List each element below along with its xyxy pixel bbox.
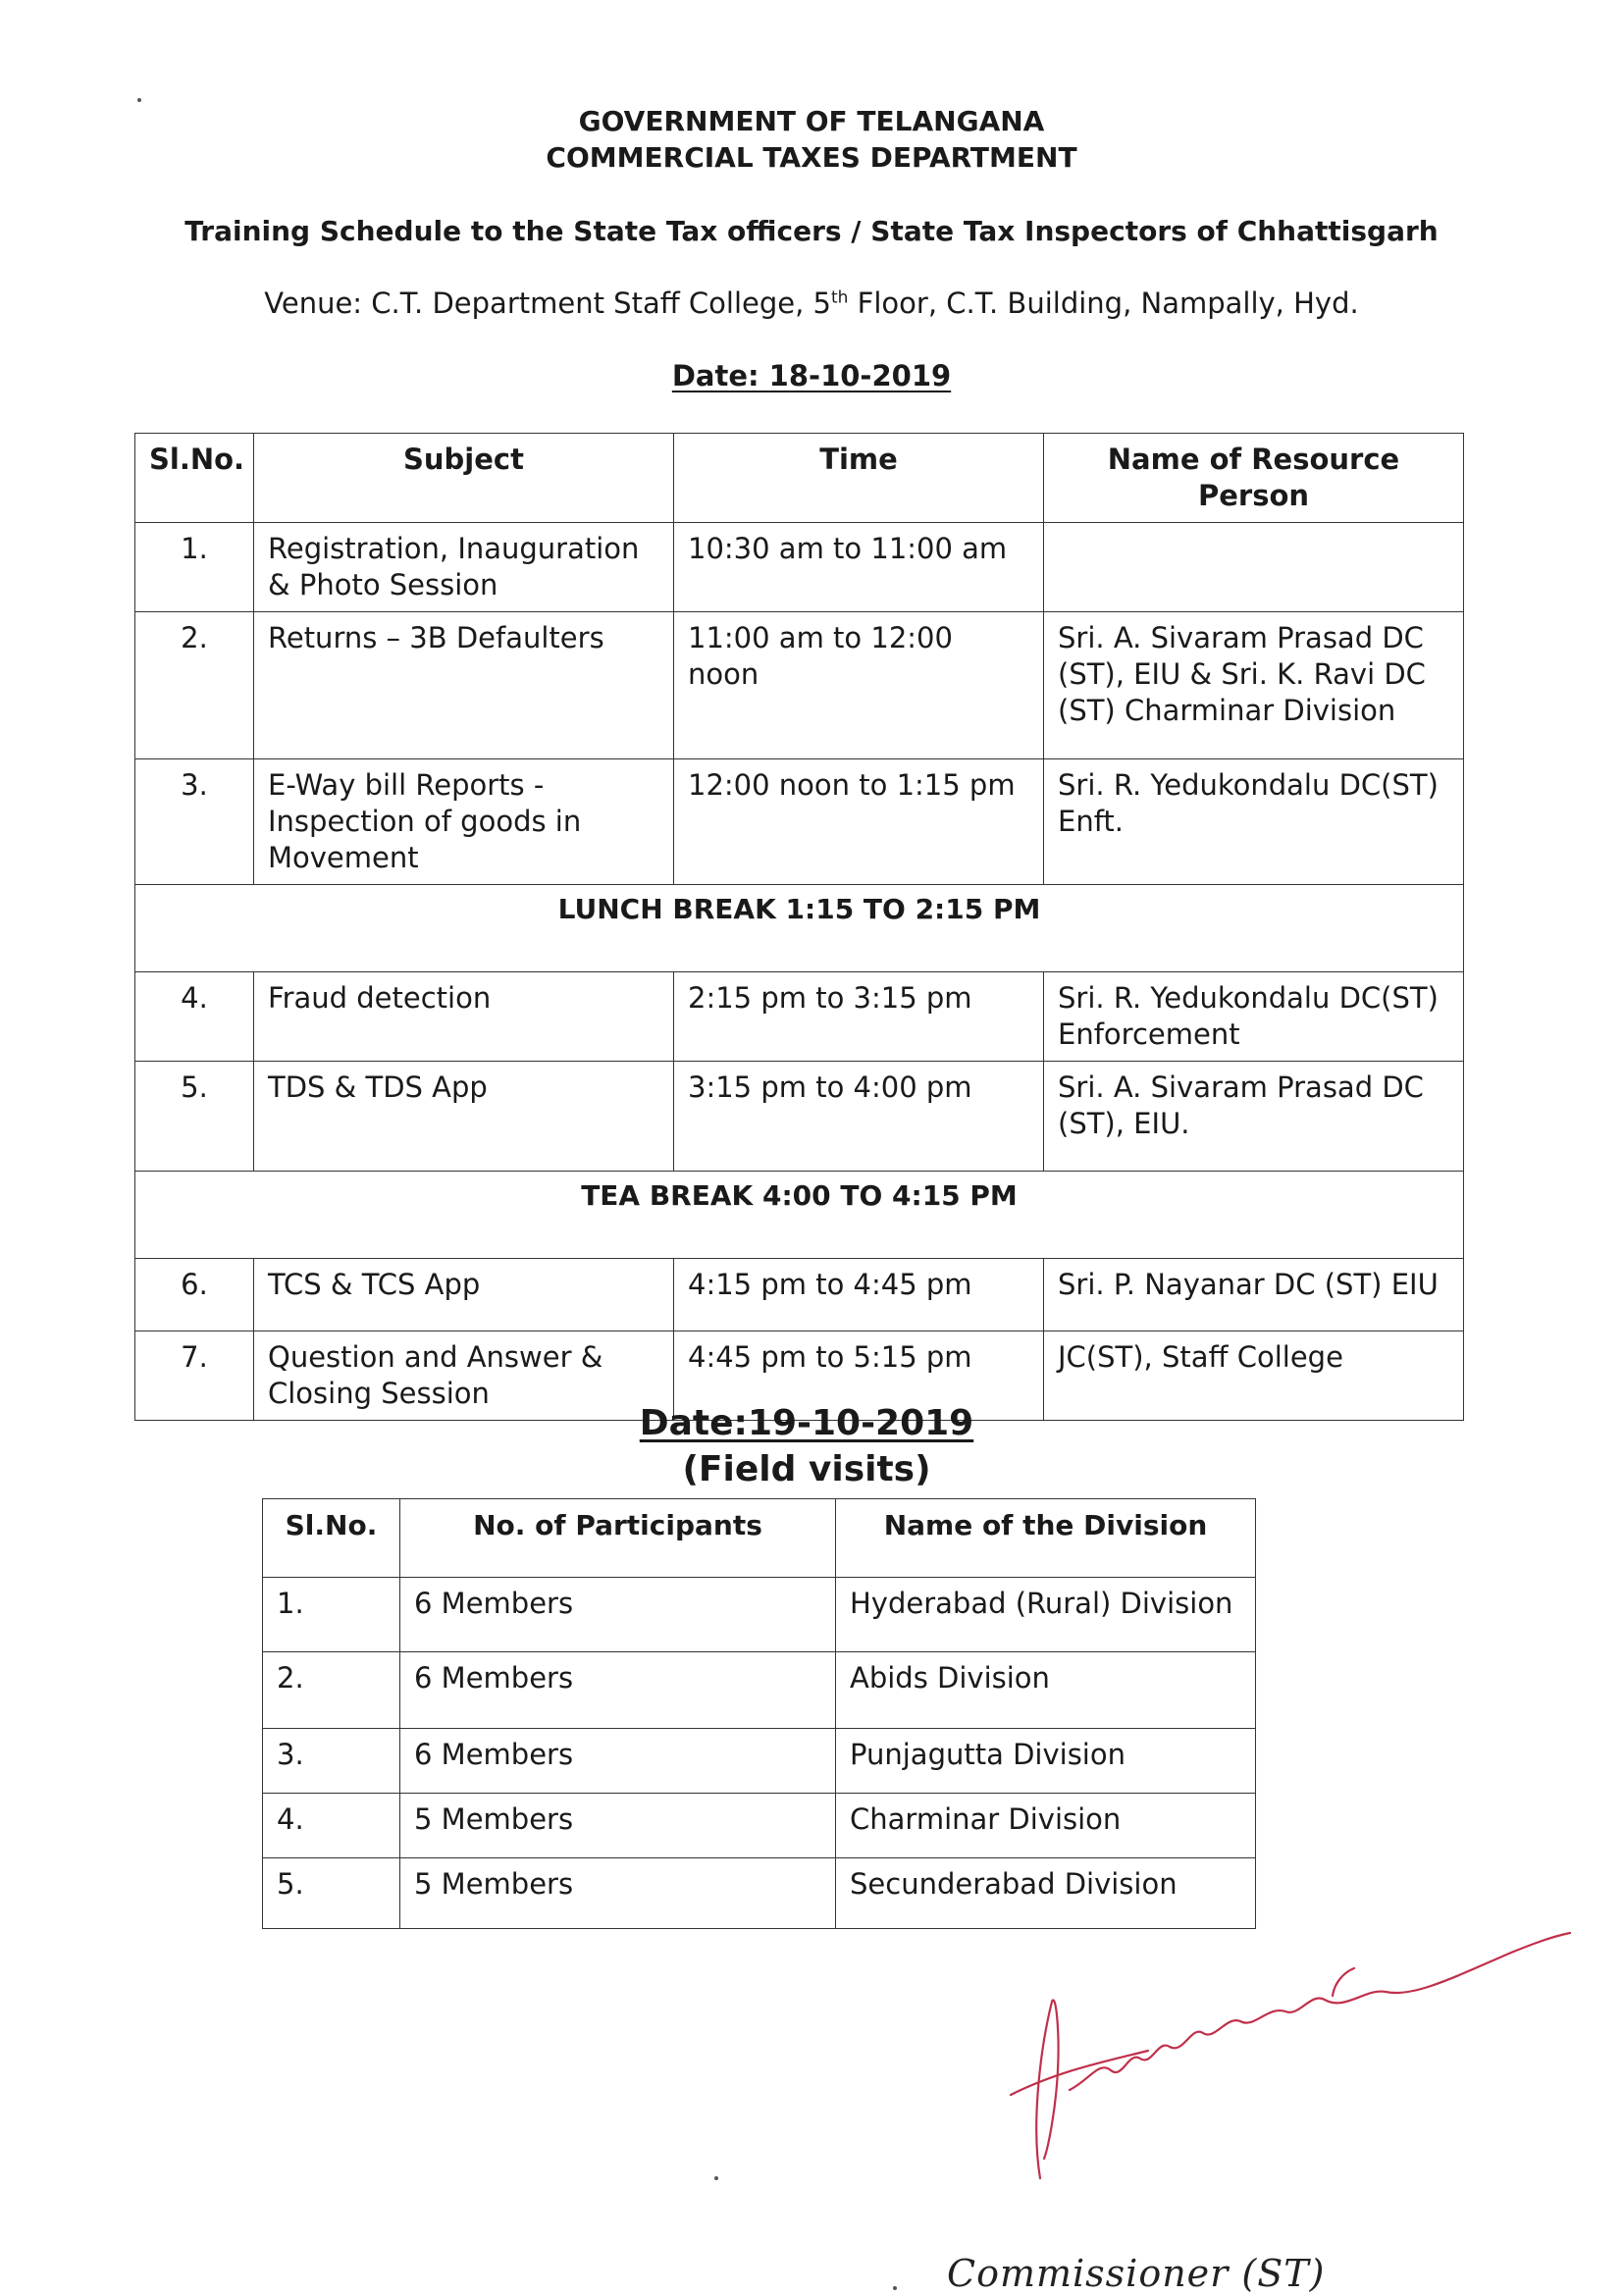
row-subject: Question and Answer & Closing Session: [254, 1331, 674, 1421]
row-division: Charminar Division: [836, 1794, 1256, 1858]
row-resource-person: Sri. A. Sivaram Prasad DC (ST), EIU & Sri. K. Ravi DC (ST) Charminar Division: [1044, 612, 1464, 759]
venue-line: [0, 287, 1623, 320]
table-row: [135, 972, 1464, 1062]
row-subject: TCS & TCS App: [254, 1259, 674, 1331]
day2-header-row: [263, 1499, 1256, 1578]
row-time: 10:30 am to 11:00 am: [674, 523, 1044, 612]
row-sl-no: 4.: [263, 1794, 400, 1858]
day1-date: Date: 18-10-2019: [671, 359, 952, 392]
col-resource-person: Name of Resource Person: [1044, 434, 1464, 523]
row-participants: 5 Members: [400, 1858, 836, 1929]
table-row: [263, 1794, 1256, 1858]
table-row: [263, 1729, 1256, 1794]
venue-prefix: Venue: C.T. Department Staff College, 5: [264, 287, 831, 320]
row-sl-no: 4.: [135, 972, 254, 1062]
row-time: 2:15 pm to 3:15 pm: [674, 972, 1044, 1062]
col-time: Time: [674, 434, 1044, 523]
row-sl-no: 2.: [263, 1652, 400, 1729]
tea-break-row: [135, 1172, 1464, 1259]
row-sl-no: 2.: [135, 612, 254, 759]
row-subject: E-Way bill Reports - Inspection of goods in Movement: [254, 759, 674, 885]
row-subject: Registration, Inauguration & Photo Session: [254, 523, 674, 612]
table-row: [263, 1578, 1256, 1652]
row-resource-person: Sri. P. Nayanar DC (ST) EIU: [1044, 1259, 1464, 1331]
table-row: [135, 1062, 1464, 1172]
signatory-designation: Commissioner (ST): [947, 2252, 1326, 2295]
row-participants: 6 Members: [400, 1729, 836, 1794]
row-sl-no: 1.: [135, 523, 254, 612]
row-participants: 6 Members: [400, 1578, 836, 1652]
row-sl-no: 1.: [263, 1578, 400, 1652]
row-sl-no: 5.: [263, 1858, 400, 1929]
row-sl-no: 6.: [135, 1259, 254, 1331]
row-sl-no: 3.: [135, 759, 254, 885]
row-time: 3:15 pm to 4:00 pm: [674, 1062, 1044, 1172]
day1-schedule-table: [134, 433, 1464, 1421]
tea-break-label: TEA BREAK 4:00 TO 4:15 PM: [135, 1172, 1464, 1259]
row-resource-person: Sri. R. Yedukondalu DC(ST) Enft.: [1044, 759, 1464, 885]
row-sl-no: 3.: [263, 1729, 400, 1794]
row-subject: TDS & TDS App: [254, 1062, 674, 1172]
lunch-break-label: LUNCH BREAK 1:15 TO 2:15 PM: [135, 885, 1464, 972]
table-row: [135, 1259, 1464, 1331]
venue-superscript: th: [831, 287, 849, 308]
government-heading: GOVERNMENT OF TELANGANA: [578, 105, 1045, 137]
venue-suffix: Floor, C.T. Building, Nampally, Hyd.: [848, 287, 1359, 320]
table-row: [135, 612, 1464, 759]
row-division: Secunderabad Division: [836, 1858, 1256, 1929]
scan-speck: [893, 2286, 897, 2290]
table-row: [135, 759, 1464, 885]
col-participants: No. of Participants: [400, 1499, 836, 1578]
scan-speck: [714, 2176, 718, 2180]
row-time: 12:00 noon to 1:15 pm: [674, 759, 1044, 885]
row-time: 4:15 pm to 4:45 pm: [674, 1259, 1044, 1331]
table-row: [135, 523, 1464, 612]
row-division: Abids Division: [836, 1652, 1256, 1729]
commissioner-signature: [1001, 1923, 1590, 2198]
row-resource-person: JC(ST), Staff College: [1044, 1331, 1464, 1421]
row-resource-person: Sri. A. Sivaram Prasad DC (ST), EIU.: [1044, 1062, 1464, 1172]
row-participants: 6 Members: [400, 1652, 836, 1729]
day2-date: Date:19-10-2019: [639, 1403, 974, 1443]
col-sl-no: Sl.No.: [135, 434, 254, 523]
row-sl-no: 7.: [135, 1331, 254, 1421]
day2-subtitle: (Field visits): [682, 1449, 931, 1489]
row-participants: 5 Members: [400, 1794, 836, 1858]
row-subject: Returns – 3B Defaulters: [254, 612, 674, 759]
schedule-title: Training Schedule to the State Tax officers / State Tax Inspectors of Chhattisgarh: [184, 215, 1439, 247]
row-division: Hyderabad (Rural) Division: [836, 1578, 1256, 1652]
col-division: Name of the Division: [836, 1499, 1256, 1578]
row-resource-person: Sri. R. Yedukondalu DC(ST) Enforcement: [1044, 972, 1464, 1062]
department-heading: COMMERCIAL TAXES DEPARTMENT: [546, 141, 1077, 174]
day1-header-row: [135, 434, 1464, 523]
scan-speck: [137, 98, 141, 102]
table-row: [263, 1652, 1256, 1729]
table-row: [263, 1858, 1256, 1929]
row-subject: Fraud detection: [254, 972, 674, 1062]
row-time: 4:45 pm to 5:15 pm: [674, 1331, 1044, 1421]
row-resource-person: [1044, 523, 1464, 612]
row-sl-no: 5.: [135, 1062, 254, 1172]
row-division: Punjagutta Division: [836, 1729, 1256, 1794]
lunch-break-row: [135, 885, 1464, 972]
day2-field-visits-table: [262, 1498, 1256, 1929]
row-time: 11:00 am to 12:00 noon: [674, 612, 1044, 759]
col-sl-no: Sl.No.: [263, 1499, 400, 1578]
col-subject: Subject: [254, 434, 674, 523]
